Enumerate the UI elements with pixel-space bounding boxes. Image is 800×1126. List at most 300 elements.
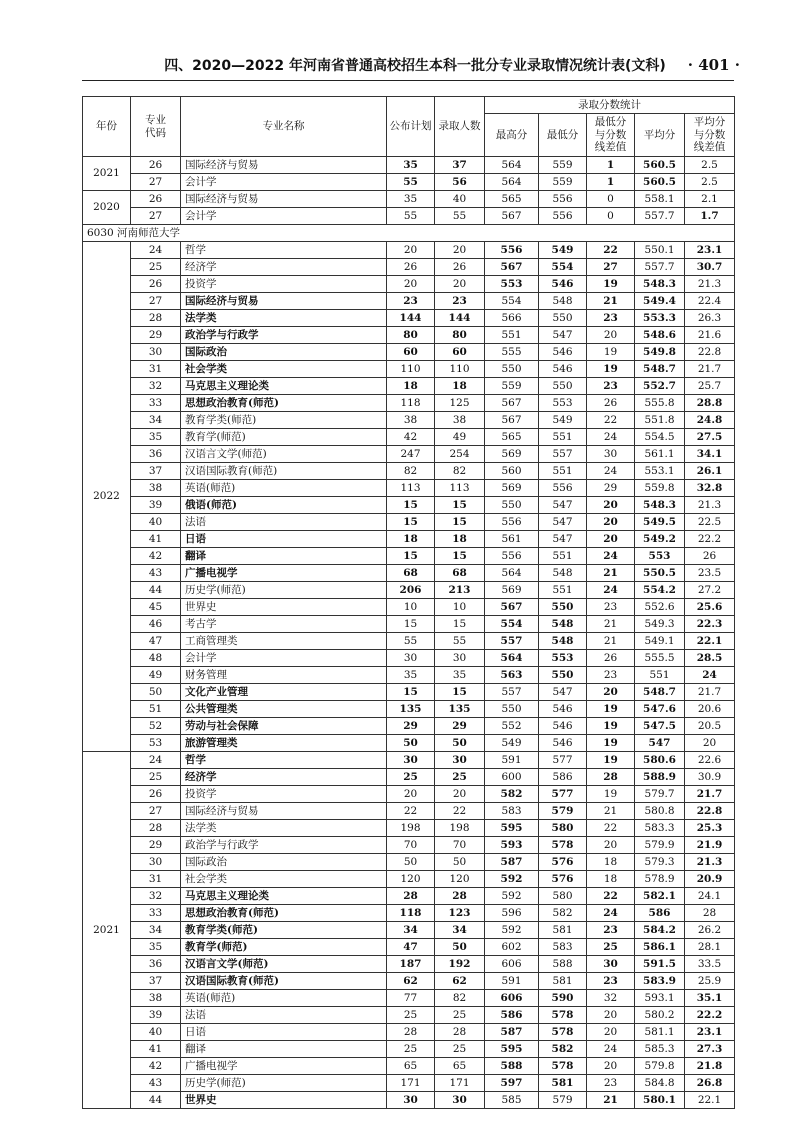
max-cell: 550 <box>485 497 539 514</box>
min-cell: 551 <box>539 463 587 480</box>
min-cell: 547 <box>539 514 587 531</box>
table-row <box>83 259 735 276</box>
table-row <box>83 905 735 922</box>
min-diff-cell: 19 <box>587 752 635 769</box>
avg-cell: 584.8 <box>635 1075 685 1092</box>
max-cell: 600 <box>485 769 539 786</box>
name-cell: 教育学(师范) <box>181 939 387 956</box>
admitted-cell: 110 <box>435 361 485 378</box>
avg-cell: 579.8 <box>635 1058 685 1075</box>
major-code: 50 <box>131 684 181 701</box>
avg-diff-cell: 27.3 <box>685 1041 735 1058</box>
avg-diff-cell: 1.7 <box>685 208 735 225</box>
admitted-cell: 135 <box>435 701 485 718</box>
max-cell: 591 <box>485 973 539 990</box>
admitted-cell: 113 <box>435 480 485 497</box>
avg-cell: 558.1 <box>635 191 685 208</box>
table-row <box>83 361 735 378</box>
table-row <box>83 327 735 344</box>
max-cell: 566 <box>485 310 539 327</box>
avg-diff-cell: 26.8 <box>685 1075 735 1092</box>
avg-cell: 547.5 <box>635 718 685 735</box>
major-code: 34 <box>131 412 181 429</box>
avg-diff-cell: 26.3 <box>685 310 735 327</box>
min-diff-cell: 26 <box>587 395 635 412</box>
school-row-group <box>83 225 735 242</box>
plan-cell: 15 <box>387 616 435 633</box>
name-cell: 翻译 <box>181 1041 387 1058</box>
admitted-cell: 37 <box>435 157 485 174</box>
avg-diff-cell: 21.8 <box>685 1058 735 1075</box>
min-cell: 546 <box>539 735 587 752</box>
min-cell: 548 <box>539 616 587 633</box>
major-code: 40 <box>131 1024 181 1041</box>
admitted-cell: 20 <box>435 276 485 293</box>
admitted-cell: 15 <box>435 497 485 514</box>
major-code: 45 <box>131 599 181 616</box>
min-cell: 546 <box>539 344 587 361</box>
min-cell: 590 <box>539 990 587 1007</box>
name-cell: 汉语言文学(师范) <box>181 446 387 463</box>
min-diff-cell: 19 <box>587 701 635 718</box>
table-row <box>83 174 735 191</box>
plan-cell: 25 <box>387 1041 435 1058</box>
min-diff-cell: 22 <box>587 820 635 837</box>
max-cell: 554 <box>485 616 539 633</box>
name-cell: 马克思主义理论类 <box>181 888 387 905</box>
name-cell: 政治学与行政学 <box>181 837 387 854</box>
min-cell: 554 <box>539 259 587 276</box>
admission-stats-table <box>82 96 735 1109</box>
min-diff-cell: 20 <box>587 1007 635 1024</box>
avg-diff-cell: 20.9 <box>685 871 735 888</box>
name-cell: 工商管理类 <box>181 633 387 650</box>
min-diff-cell: 21 <box>587 633 635 650</box>
name-cell: 哲学 <box>181 242 387 259</box>
admitted-cell: 254 <box>435 446 485 463</box>
min-diff-cell: 20 <box>587 837 635 854</box>
avg-cell: 560.5 <box>635 174 685 191</box>
table-row <box>83 276 735 293</box>
table-head <box>83 97 735 157</box>
major-code: 27 <box>131 174 181 191</box>
name-cell: 经济学 <box>181 769 387 786</box>
max-cell: 552 <box>485 718 539 735</box>
name-cell: 历史学(师范) <box>181 582 387 599</box>
plan-cell: 55 <box>387 174 435 191</box>
avg-cell: 554.2 <box>635 582 685 599</box>
table-row <box>83 939 735 956</box>
avg-cell: 582.1 <box>635 888 685 905</box>
name-cell: 会计学 <box>181 174 387 191</box>
avg-cell: 551 <box>635 667 685 684</box>
admitted-cell: 82 <box>435 990 485 1007</box>
avg-cell: 548.7 <box>635 361 685 378</box>
avg-diff-cell: 26 <box>685 548 735 565</box>
name-cell: 思想政治教育(师范) <box>181 905 387 922</box>
major-code: 39 <box>131 497 181 514</box>
plan-cell: 187 <box>387 956 435 973</box>
avg-cell: 580.1 <box>635 1092 685 1109</box>
table-row <box>83 565 735 582</box>
admitted-cell: 40 <box>435 191 485 208</box>
max-cell: 592 <box>485 888 539 905</box>
major-code: 38 <box>131 990 181 1007</box>
table-row <box>83 735 735 752</box>
table-row <box>83 463 735 480</box>
avg-diff-cell: 24.8 <box>685 412 735 429</box>
avg-diff-cell: 25.9 <box>685 973 735 990</box>
name-cell: 汉语言文学(师范) <box>181 956 387 973</box>
admitted-cell: 50 <box>435 854 485 871</box>
min-cell: 550 <box>539 599 587 616</box>
min-diff-cell: 20 <box>587 531 635 548</box>
major-code: 47 <box>131 633 181 650</box>
major-code: 24 <box>131 242 181 259</box>
max-cell: 554 <box>485 293 539 310</box>
table-row <box>83 854 735 871</box>
admitted-cell: 80 <box>435 327 485 344</box>
avg-cell: 550.5 <box>635 565 685 582</box>
max-cell: 583 <box>485 803 539 820</box>
col-avg: 平均分 <box>635 114 685 157</box>
min-cell: 578 <box>539 1024 587 1041</box>
admitted-cell: 56 <box>435 174 485 191</box>
min-cell: 550 <box>539 310 587 327</box>
avg-diff-cell: 22.2 <box>685 531 735 548</box>
table-row <box>83 650 735 667</box>
col-score-stats: 录取分数统计 <box>485 97 735 114</box>
avg-cell: 559.8 <box>635 480 685 497</box>
min-diff-cell: 20 <box>587 327 635 344</box>
min-diff-cell: 24 <box>587 463 635 480</box>
plan-cell: 68 <box>387 565 435 582</box>
avg-diff-cell: 24 <box>685 667 735 684</box>
admitted-cell: 20 <box>435 786 485 803</box>
max-cell: 591 <box>485 752 539 769</box>
avg-cell: 554.5 <box>635 429 685 446</box>
max-cell: 555 <box>485 344 539 361</box>
major-code: 29 <box>131 327 181 344</box>
min-cell: 576 <box>539 871 587 888</box>
avg-cell: 591.5 <box>635 956 685 973</box>
min-diff-cell: 32 <box>587 990 635 1007</box>
plan-cell: 47 <box>387 939 435 956</box>
admitted-cell: 68 <box>435 565 485 582</box>
major-code: 25 <box>131 259 181 276</box>
table-row <box>83 1007 735 1024</box>
min-cell: 577 <box>539 752 587 769</box>
max-cell: 557 <box>485 633 539 650</box>
col-plan: 公布计划 <box>387 97 435 157</box>
avg-cell: 580.2 <box>635 1007 685 1024</box>
major-code: 37 <box>131 463 181 480</box>
avg-diff-cell: 30.7 <box>685 259 735 276</box>
table-body-top <box>83 157 735 225</box>
avg-cell: 588.9 <box>635 769 685 786</box>
plan-cell: 118 <box>387 395 435 412</box>
avg-cell: 579.9 <box>635 837 685 854</box>
admitted-cell: 15 <box>435 684 485 701</box>
max-cell: 564 <box>485 650 539 667</box>
major-code: 27 <box>131 208 181 225</box>
major-code: 32 <box>131 378 181 395</box>
plan-cell: 82 <box>387 463 435 480</box>
min-cell: 546 <box>539 276 587 293</box>
plan-cell: 65 <box>387 1058 435 1075</box>
table-row <box>83 1041 735 1058</box>
name-cell: 劳动与社会保障 <box>181 718 387 735</box>
admitted-cell: 20 <box>435 242 485 259</box>
plan-cell: 171 <box>387 1075 435 1092</box>
avg-diff-cell: 28.1 <box>685 939 735 956</box>
table-row <box>83 344 735 361</box>
max-cell: 569 <box>485 446 539 463</box>
min-cell: 576 <box>539 854 587 871</box>
avg-diff-cell: 30.9 <box>685 769 735 786</box>
avg-diff-cell: 23.5 <box>685 565 735 582</box>
plan-cell: 23 <box>387 293 435 310</box>
table-row <box>83 1075 735 1092</box>
major-code: 27 <box>131 293 181 310</box>
min-cell: 582 <box>539 1041 587 1058</box>
avg-cell: 583.9 <box>635 973 685 990</box>
avg-cell: 593.1 <box>635 990 685 1007</box>
major-code: 39 <box>131 1007 181 1024</box>
admitted-cell: 120 <box>435 871 485 888</box>
avg-diff-cell: 26.1 <box>685 463 735 480</box>
max-cell: 586 <box>485 1007 539 1024</box>
name-cell: 文化产业管理 <box>181 684 387 701</box>
avg-diff-cell: 21.3 <box>685 276 735 293</box>
min-cell: 556 <box>539 208 587 225</box>
col-major-name: 专业名称 <box>181 97 387 157</box>
admitted-cell: 29 <box>435 718 485 735</box>
avg-cell: 548.3 <box>635 497 685 514</box>
avg-diff-cell: 20.6 <box>685 701 735 718</box>
min-cell: 588 <box>539 956 587 973</box>
min-cell: 548 <box>539 633 587 650</box>
admitted-cell: 50 <box>435 735 485 752</box>
table-row <box>83 803 735 820</box>
avg-cell: 583.3 <box>635 820 685 837</box>
col-max: 最高分 <box>485 114 539 157</box>
plan-cell: 110 <box>387 361 435 378</box>
admitted-cell: 26 <box>435 259 485 276</box>
min-diff-cell: 23 <box>587 378 635 395</box>
min-cell: 547 <box>539 684 587 701</box>
name-cell: 汉语国际教育(师范) <box>181 973 387 990</box>
min-cell: 546 <box>539 718 587 735</box>
min-cell: 551 <box>539 582 587 599</box>
name-cell: 哲学 <box>181 752 387 769</box>
name-cell: 考古学 <box>181 616 387 633</box>
max-cell: 588 <box>485 1058 539 1075</box>
avg-cell: 580.6 <box>635 752 685 769</box>
col-admitted: 录取人数 <box>435 97 485 157</box>
table-row <box>83 1058 735 1075</box>
major-code: 26 <box>131 276 181 293</box>
avg-cell: 549.3 <box>635 616 685 633</box>
max-cell: 560 <box>485 463 539 480</box>
name-cell: 法语 <box>181 1007 387 1024</box>
min-diff-cell: 19 <box>587 361 635 378</box>
avg-diff-cell: 20.5 <box>685 718 735 735</box>
avg-diff-cell: 22.1 <box>685 633 735 650</box>
min-diff-cell: 22 <box>587 888 635 905</box>
major-code: 24 <box>131 752 181 769</box>
min-diff-cell: 23 <box>587 310 635 327</box>
major-code: 33 <box>131 905 181 922</box>
admitted-cell: 70 <box>435 837 485 854</box>
max-cell: 564 <box>485 157 539 174</box>
table-row <box>83 497 735 514</box>
name-cell: 教育学类(师范) <box>181 412 387 429</box>
max-cell: 561 <box>485 531 539 548</box>
min-diff-cell: 20 <box>587 1058 635 1075</box>
name-cell: 投资学 <box>181 276 387 293</box>
min-diff-cell: 21 <box>587 565 635 582</box>
plan-cell: 70 <box>387 837 435 854</box>
plan-cell: 29 <box>387 718 435 735</box>
avg-diff-cell: 25.7 <box>685 378 735 395</box>
avg-cell: 553.3 <box>635 310 685 327</box>
avg-diff-cell: 32.8 <box>685 480 735 497</box>
min-diff-cell: 30 <box>587 956 635 973</box>
admitted-cell: 50 <box>435 939 485 956</box>
max-cell: 593 <box>485 837 539 854</box>
name-cell: 会计学 <box>181 650 387 667</box>
min-cell: 553 <box>539 395 587 412</box>
plan-cell: 15 <box>387 497 435 514</box>
min-cell: 578 <box>539 1007 587 1024</box>
min-cell: 581 <box>539 1075 587 1092</box>
name-cell: 日语 <box>181 531 387 548</box>
min-diff-cell: 18 <box>587 854 635 871</box>
max-cell: 556 <box>485 514 539 531</box>
table-row <box>83 684 735 701</box>
avg-diff-cell: 22.1 <box>685 1092 735 1109</box>
min-cell: 546 <box>539 361 587 378</box>
avg-diff-cell: 23.1 <box>685 1024 735 1041</box>
max-cell: 567 <box>485 395 539 412</box>
table-row <box>83 1092 735 1109</box>
major-code: 41 <box>131 531 181 548</box>
plan-cell: 35 <box>387 667 435 684</box>
min-diff-cell: 24 <box>587 905 635 922</box>
avg-diff-cell: 26.2 <box>685 922 735 939</box>
admitted-cell: 125 <box>435 395 485 412</box>
min-diff-cell: 20 <box>587 1024 635 1041</box>
avg-diff-cell: 2.1 <box>685 191 735 208</box>
min-cell: 579 <box>539 1092 587 1109</box>
table-row <box>83 973 735 990</box>
avg-diff-cell: 22.8 <box>685 344 735 361</box>
max-cell: 597 <box>485 1075 539 1092</box>
name-cell: 日语 <box>181 1024 387 1041</box>
avg-diff-cell: 27.2 <box>685 582 735 599</box>
max-cell: 550 <box>485 361 539 378</box>
table-row <box>83 514 735 531</box>
avg-cell: 549.1 <box>635 633 685 650</box>
major-code: 35 <box>131 429 181 446</box>
max-cell: 596 <box>485 905 539 922</box>
max-cell: 592 <box>485 871 539 888</box>
min-diff-cell: 23 <box>587 667 635 684</box>
min-diff-cell: 28 <box>587 769 635 786</box>
admitted-cell: 15 <box>435 616 485 633</box>
table-row <box>83 548 735 565</box>
name-cell: 社会学类 <box>181 871 387 888</box>
min-cell: 581 <box>539 922 587 939</box>
name-cell: 国际经济与贸易 <box>181 293 387 310</box>
major-code: 36 <box>131 956 181 973</box>
min-cell: 580 <box>539 820 587 837</box>
plan-cell: 120 <box>387 871 435 888</box>
plan-cell: 62 <box>387 973 435 990</box>
table-row <box>83 752 735 769</box>
year-cell: 2022 <box>83 242 131 752</box>
min-cell: 559 <box>539 157 587 174</box>
plan-cell: 144 <box>387 310 435 327</box>
avg-cell: 561.1 <box>635 446 685 463</box>
avg-diff-cell: 21.7 <box>685 361 735 378</box>
admitted-cell: 213 <box>435 582 485 599</box>
table-row <box>83 871 735 888</box>
table-row <box>83 837 735 854</box>
page-title: 四、2020—2022 年河南省普通高校招生本科一批分专业录取情况统计表(文科) <box>164 58 666 74</box>
plan-cell: 206 <box>387 582 435 599</box>
plan-cell: 77 <box>387 990 435 1007</box>
table-row <box>83 599 735 616</box>
avg-diff-cell: 27.5 <box>685 429 735 446</box>
avg-cell: 549.2 <box>635 531 685 548</box>
table-row <box>83 293 735 310</box>
plan-cell: 55 <box>387 633 435 650</box>
avg-diff-cell: 21.7 <box>685 786 735 803</box>
school-row <box>83 225 735 242</box>
max-cell: 606 <box>485 990 539 1007</box>
admitted-cell: 38 <box>435 412 485 429</box>
min-diff-cell: 20 <box>587 497 635 514</box>
avg-diff-cell: 21.3 <box>685 854 735 871</box>
table-row <box>83 701 735 718</box>
plan-cell: 198 <box>387 820 435 837</box>
running-header <box>140 50 740 80</box>
name-cell: 会计学 <box>181 208 387 225</box>
min-diff-cell: 25 <box>587 939 635 956</box>
min-diff-cell: 20 <box>587 514 635 531</box>
col-avg-diff: 平均分 与分数 线差值 <box>685 114 735 157</box>
table-row <box>83 191 735 208</box>
min-diff-cell: 20 <box>587 684 635 701</box>
avg-diff-cell: 21.9 <box>685 837 735 854</box>
plan-cell: 80 <box>387 327 435 344</box>
avg-diff-cell: 21.3 <box>685 497 735 514</box>
min-diff-cell: 0 <box>587 208 635 225</box>
table-body-school <box>83 242 735 1109</box>
avg-diff-cell: 24.1 <box>685 888 735 905</box>
name-cell: 政治学与行政学 <box>181 327 387 344</box>
max-cell: 556 <box>485 242 539 259</box>
plan-cell: 35 <box>387 191 435 208</box>
min-diff-cell: 24 <box>587 1041 635 1058</box>
avg-diff-cell: 25.6 <box>685 599 735 616</box>
major-code: 36 <box>131 446 181 463</box>
min-diff-cell: 22 <box>587 242 635 259</box>
min-diff-cell: 26 <box>587 650 635 667</box>
avg-diff-cell: 22.2 <box>685 1007 735 1024</box>
